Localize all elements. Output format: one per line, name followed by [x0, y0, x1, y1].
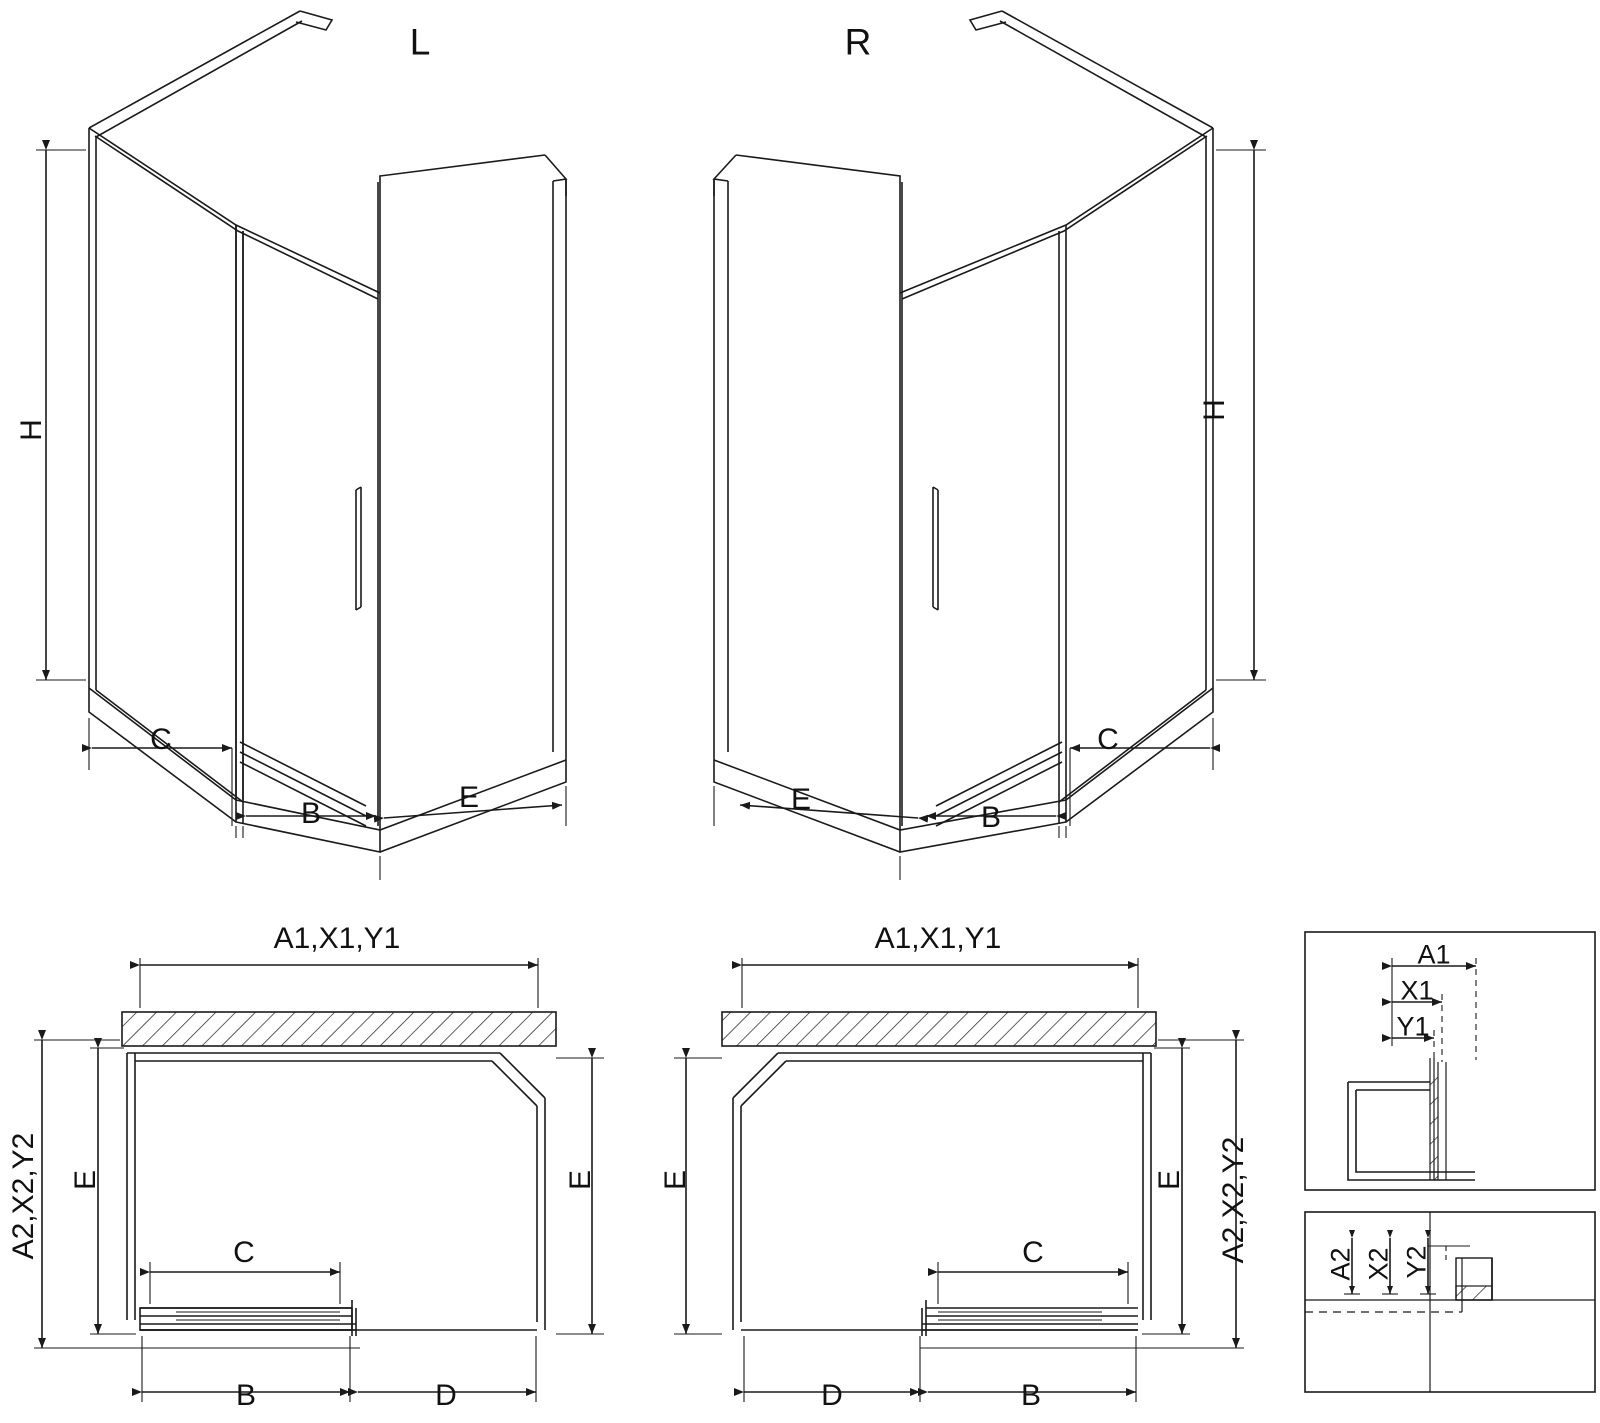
detail-dim-a1: A1 — [1417, 939, 1451, 970]
dim-label-h-right: H — [1198, 399, 1231, 421]
dim-label-outer-plan-right: A2,X2,Y2 — [1217, 1136, 1250, 1264]
dim-label-b-iso-left: B — [300, 797, 322, 830]
dim-label-e-iso-left: E — [458, 781, 480, 814]
dim-label-outer-plan-left: A2,X2,Y2 — [7, 1132, 40, 1260]
detail-bottom-box — [1305, 1212, 1595, 1392]
dim-label-e-right-plan-left: E — [564, 1169, 597, 1191]
dim-h-left — [36, 150, 86, 680]
dim-label-top-plan-right: A1,X1,Y1 — [874, 922, 1002, 955]
plan-left-view — [122, 1012, 556, 1336]
label-variant-left: L — [409, 21, 431, 63]
dim-label-b-plan-left: B — [235, 1379, 257, 1412]
detail-top-box — [1305, 932, 1595, 1190]
dim-label-e-iso-right: E — [790, 783, 812, 816]
label-variant-right: R — [844, 21, 872, 63]
dim-label-e-inner-plan-left: E — [69, 1169, 102, 1191]
dim-label-e-inner-plan-right: E — [1153, 1169, 1186, 1191]
detail-dim-y2: Y2 — [1401, 1245, 1432, 1279]
detail-dim-x1: X1 — [1400, 975, 1434, 1006]
iso-right-enclosure — [714, 11, 1213, 852]
dim-label-c-plan-right: C — [1022, 1236, 1044, 1269]
dim-label-h-left: H — [15, 419, 48, 441]
dim-label-top-plan-left: A1,X1,Y1 — [273, 922, 401, 955]
detail-dim-y1: Y1 — [1396, 1011, 1430, 1042]
dim-label-b-plan-right: B — [1020, 1379, 1042, 1412]
dim-label-c-iso-right: C — [1097, 723, 1119, 756]
detail-dim-x2: X2 — [1363, 1247, 1394, 1281]
dim-label-d-plan-left: D — [435, 1379, 457, 1412]
dim-label-e-left-plan-right: E — [659, 1169, 692, 1191]
dim-label-b-iso-right: B — [980, 801, 1002, 834]
detail-dim-a2: A2 — [1325, 1247, 1356, 1281]
dim-label-c-plan-left: C — [233, 1236, 255, 1269]
dim-label-c-iso-left: C — [150, 723, 172, 756]
dim-label-d-plan-right: D — [821, 1379, 843, 1412]
plan-right-view — [722, 1012, 1156, 1336]
